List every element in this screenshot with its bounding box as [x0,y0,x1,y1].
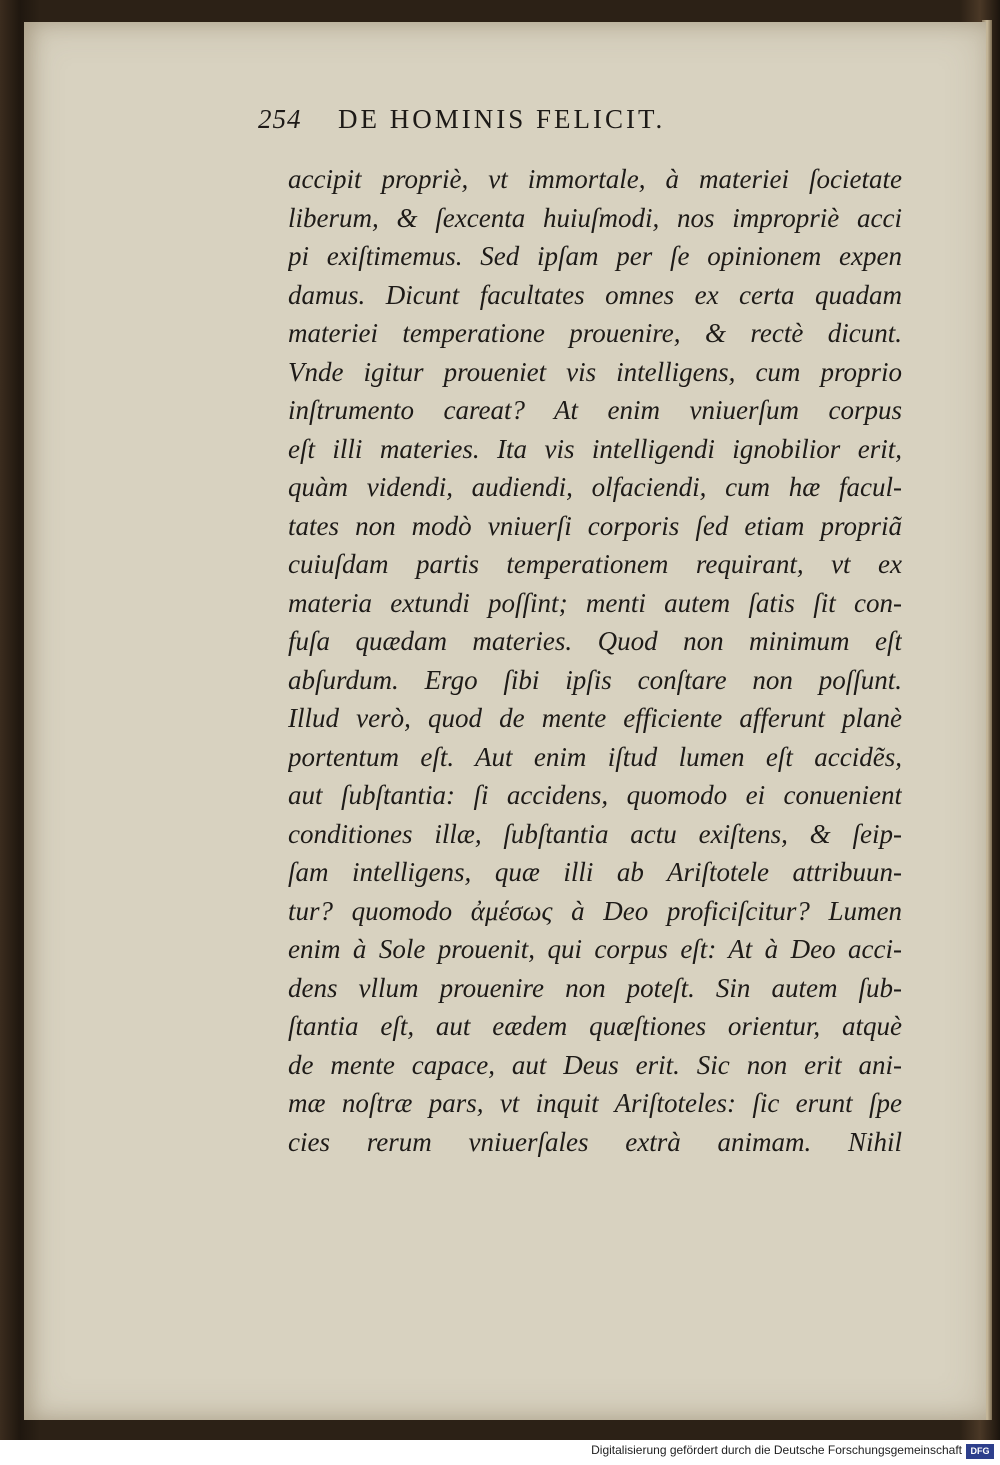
text-line: materiei temperatione prouenire, & rectè dicunt. [288,318,902,348]
text-line: eſt illi materies. Ita vis intelligendi ignobilior erit, [288,433,902,464]
text-line: portentum eſt. Aut enim iſtud lumen eſt accidẽs, [288,741,902,772]
text-line: conditiones illæ, ſubſtantia actu exiſtens, & ſeip- [288,818,902,849]
text-line: cuiuſdam partis temperationem requirant, vt ex [288,549,902,579]
page-number: 254 [258,104,302,134]
running-head [258,104,818,144]
text-line: ſam intelligens, quæ illi ab Ariſtotele attribuun- [288,857,902,887]
text-line: quàm videndi, audiendi, olfaciendi, cum hæ facul- [288,472,902,502]
text-line: enim à Sole prouenit, qui corpus eſt: At à Deo acci- [288,934,902,964]
text-line: abſurdum. Ergo ſibi ipſis conſtare non poſſunt. [288,664,902,695]
funding-note: Digitalisierung gefördert durch die Deutsche Forschungsgemeinschaft [591,1443,962,1457]
text-line: materia extundi poſſint; menti autem ſatis ſit con- [288,587,902,618]
text-line: liberum, & ſexcenta huiuſmodi, nos impropriè acci [288,202,902,233]
text-line: damus. Dicunt facultates omnes ex certa quadam [288,279,902,310]
text-line: cies rerum vniuerſales extrà animam. Nihil [288,1126,902,1157]
text-line: Vnde igitur proueniet vis intelligens, cum proprio [288,356,902,387]
text-line: Illud verò, quod de mente efficiente afferunt planè [288,703,902,733]
running-title: DE HOMINIS FELICIT. [338,104,666,134]
digitization-footer [0,1440,1000,1465]
text-line: tur? quomodo ἀμέσως à Deo proficiſcitur? Lumen [288,895,902,926]
text-line: tates non modò vniuerſi corporis ſed etiam propriã [288,510,902,541]
text-line: de mente capace, aut Deus erit. Sic non erit ani- [288,1049,902,1080]
text-line: pi exiſtimemus. Sed ipſam per ſe opinionem expen [288,241,902,271]
text-line: fuſa quædam materies. Quod non minimum eſt [288,626,902,656]
text-line: accipit propriè, vt immortale, à materiei ſocietate [288,164,902,194]
body-text [288,160,902,1161]
text-line: aut ſubſtantia: ſi accidens, quomodo ei conuenient [288,780,902,810]
text-line: mæ noſtræ pars, vt inquit Ariſtoteles: ſic erunt ſpe [288,1088,902,1118]
dfg-logo: DFG [966,1444,994,1459]
text-line: inſtrumento careat? At enim vniuerſum corpus [288,395,902,425]
text-line: ſtantia eſt, aut eædem quæſtiones orientur, atquè [288,1011,902,1041]
text-line: dens vllum prouenire non poteſt. Sin autem ſub- [288,972,902,1003]
